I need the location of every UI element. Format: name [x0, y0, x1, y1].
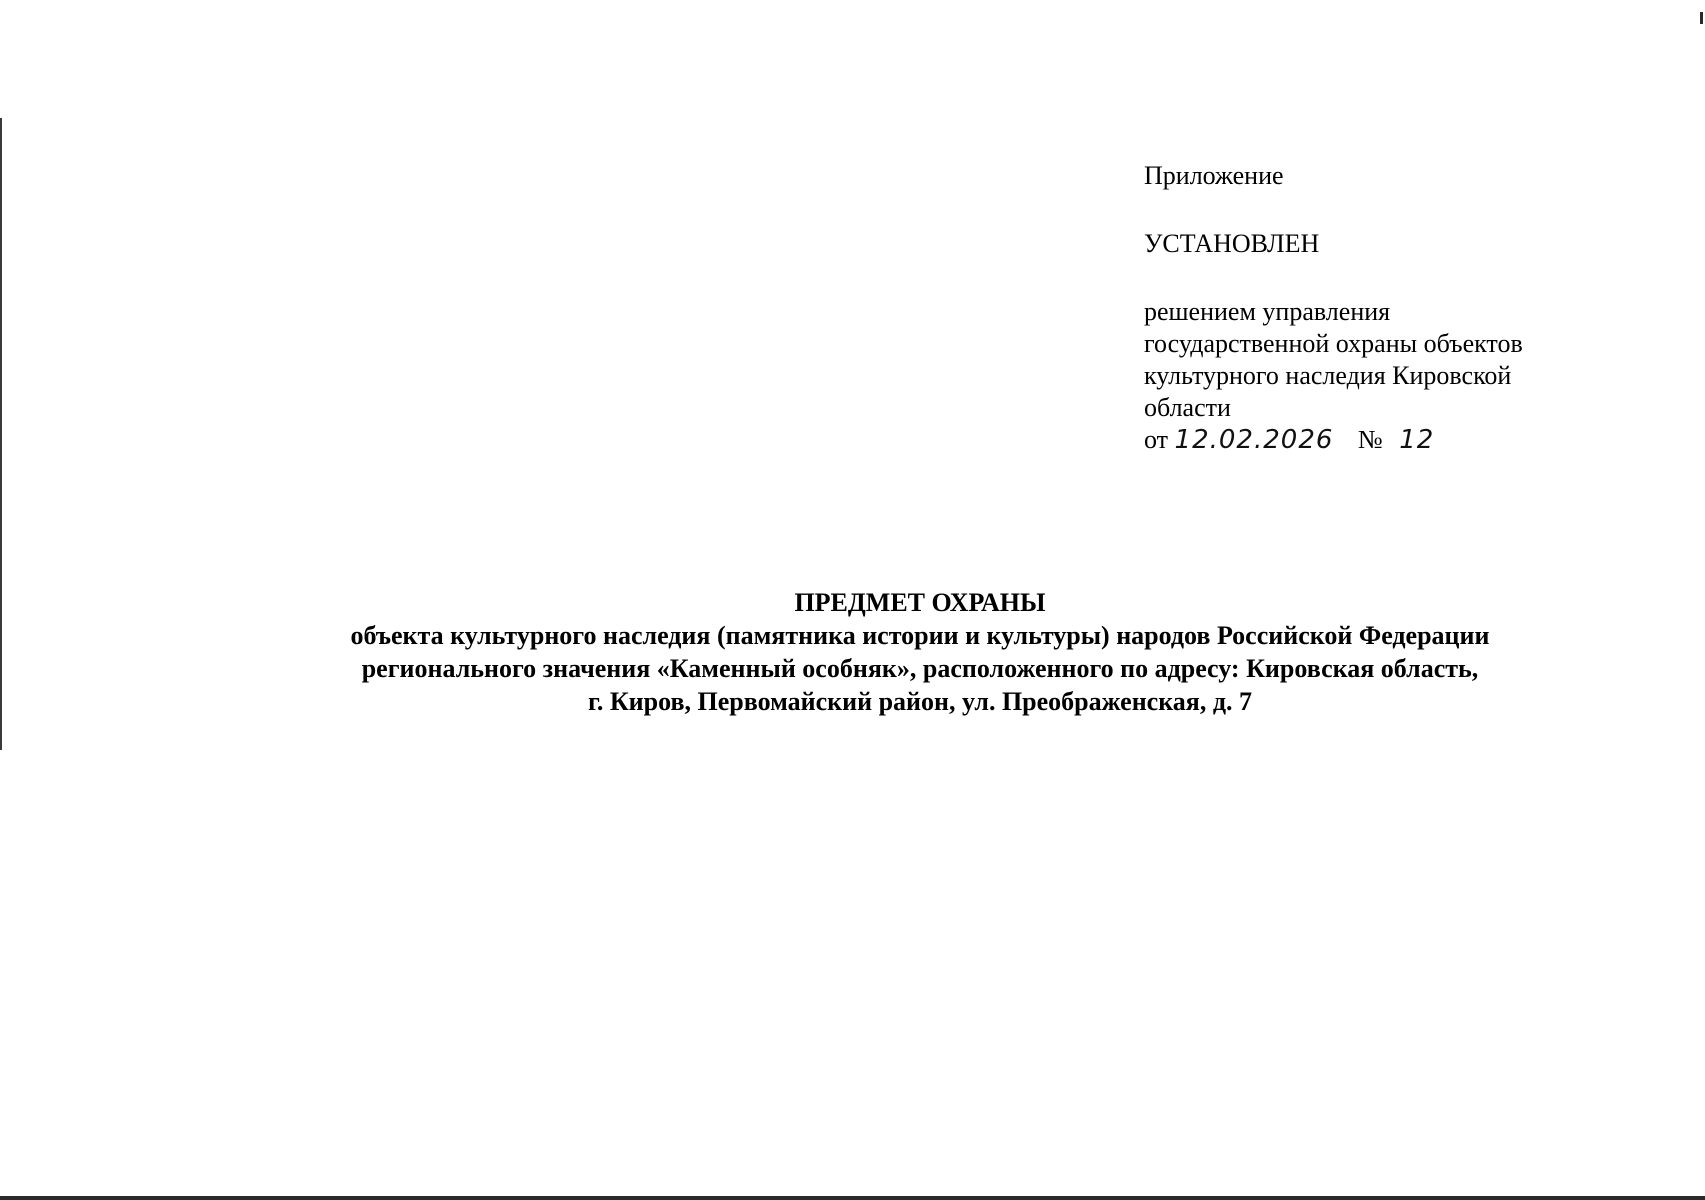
document-title — [250, 586, 1590, 718]
title-line: объекта культурного наследия (памятника истории и культуры) народов Российской Федерации — [350, 621, 1490, 650]
established-label: УСТАНОВЛЕН — [1144, 229, 1320, 258]
title-line: г. Киров, Первомайский район, ул. Преображенская, д. 7 — [587, 687, 1253, 716]
appendix-label: Приложение — [1144, 161, 1284, 190]
handwritten-date: 12.02.2026 — [1174, 425, 1334, 455]
scan-edge-bottom — [0, 1196, 1705, 1200]
handwritten-number: 12 — [1399, 425, 1435, 455]
scan-edge-left — [0, 118, 2, 750]
decision-line: области — [1144, 393, 1231, 422]
decision-line: решением управления — [1144, 297, 1391, 326]
decision-line: государственной охраны объектов — [1144, 329, 1523, 358]
scan-mark — [1700, 12, 1703, 24]
title-heading: ПРЕДМЕТ ОХРАНЫ — [794, 588, 1046, 617]
number-sign: № — [1357, 425, 1383, 454]
decision-line: культурного наследия Кировской — [1144, 361, 1512, 390]
date-number-line — [1144, 424, 1624, 456]
approval-block — [1144, 160, 1624, 456]
title-line: регионального значения «Каменный особняк», расположенного по адресу: Кировская область, — [361, 654, 1479, 683]
date-prefix: от — [1144, 425, 1169, 454]
